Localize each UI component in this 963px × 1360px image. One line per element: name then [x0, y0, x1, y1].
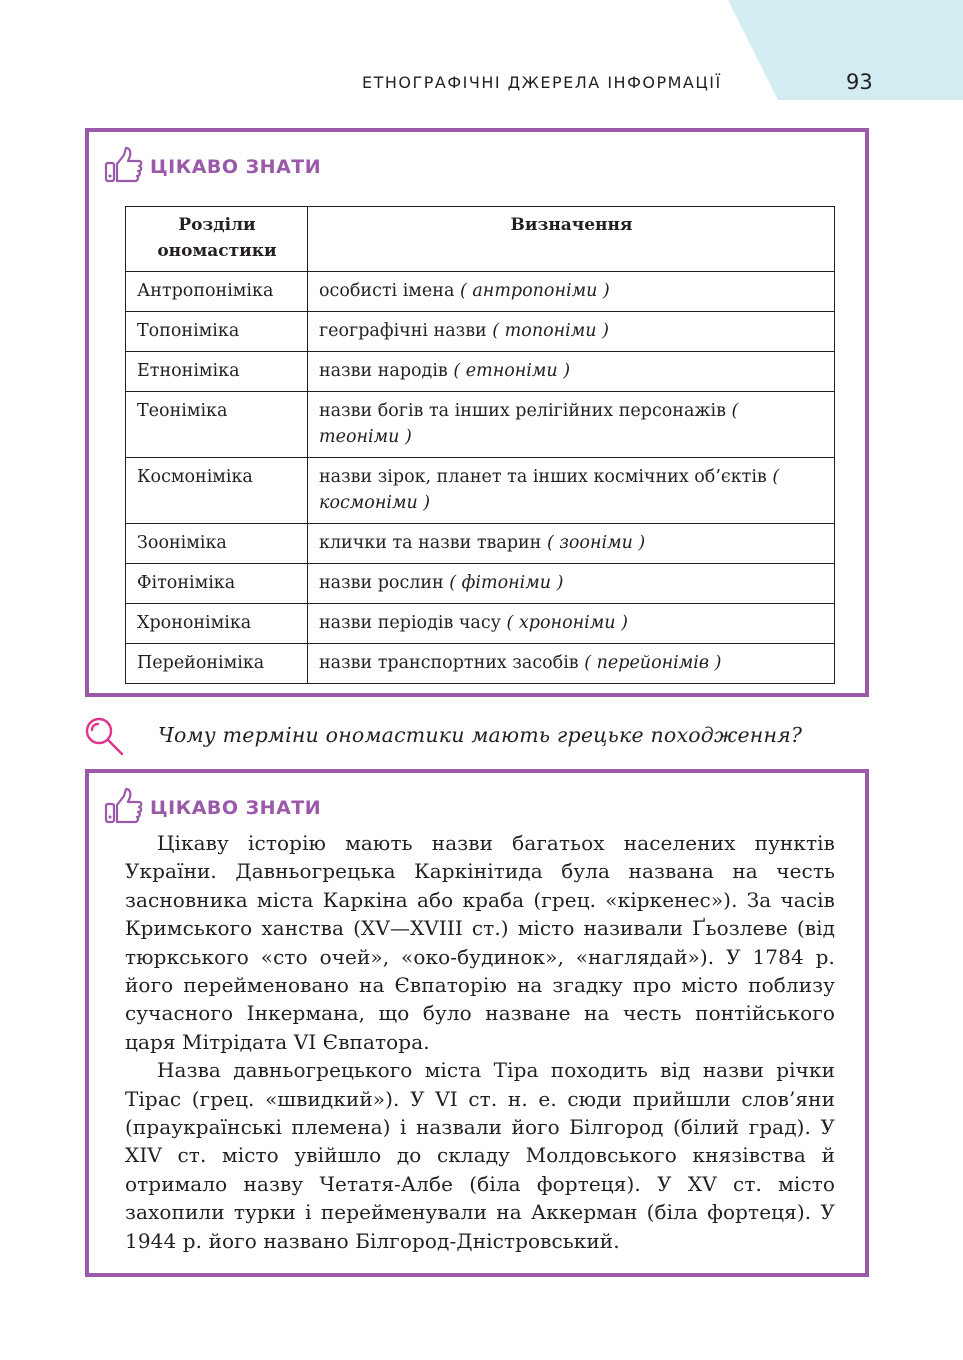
definition-cell [308, 458, 835, 524]
table-row [126, 604, 835, 644]
definition-cell [308, 564, 835, 604]
definition-text: назви зірок, планет та інших космічних об’єктів [319, 467, 767, 487]
section-name-cell: Зоонiміка [126, 524, 308, 564]
question-text: Чому терміни ономастики мають грецьке походження? [158, 723, 803, 747]
section-name-cell: Топоніміка [126, 312, 308, 352]
table-row [126, 272, 835, 312]
section-name-cell: Етноніміка [126, 352, 308, 392]
term-text: ( перейонімів ) [584, 653, 722, 673]
table-row [126, 524, 835, 564]
definition-cell [308, 604, 835, 644]
section-name-cell: Фітоніміка [126, 564, 308, 604]
interesting-facts-box-1 [85, 128, 869, 697]
table-row [126, 458, 835, 524]
thumbs-up-icon [104, 787, 144, 825]
definition-cell [308, 352, 835, 392]
paragraph: Назва давньогрецького міста Тіра походить від назви річки Тірас (грец. «швидкий»). У VI ст. н. е. сюди прийшли слов’яни (праукраїнські племена) і назвали його Білгород (білий град). У XIV ст. місто увійшло до складу Молдовського князівства й отримало назву Четатя-Албе (біла фортеця). У XV ст. місто захопили турки і перейменували на Аккерман (біла фортеця). У 1944 р. його названо Білгород-Дністровський. [125, 1058, 835, 1253]
definition-text: назви рослин [319, 573, 444, 593]
running-title: ЕТНОГРАФІЧНІ ДЖЕРЕЛА ІНФОРМАЦІЇ [362, 73, 722, 92]
interesting-facts-box-2 [85, 769, 869, 1277]
table-body [126, 272, 835, 684]
table-row [126, 644, 835, 684]
paragraph: Цікаву історію мають назви багатьох населених пунктів України. Давньогрецька Каркінітида була названа на честь засновника міста Каркіна або краба (грец. «кіркенес»). За часів Кримського ханства (XV—XVIII ст.) місто називали Ґьозлеве (від тюркського «сто очей», «око-будинок», «наглядай»). У 1784 р. його перейменовано на Євпаторію на згадку про місто поблизу сучасного Інкермана, що було назване на честь понтійського царя Мітрідата VI Євпатора. [125, 831, 835, 1054]
section-name-cell: Космоніміка [126, 458, 308, 524]
term-text: ( етноніми ) [453, 361, 571, 381]
term-text: ( космоніми ) [319, 467, 780, 513]
definition-text: назви народів [319, 361, 448, 381]
definition-cell [308, 272, 835, 312]
column-header-definition: Визначення [308, 207, 835, 272]
term-text: ( теоніми ) [319, 401, 739, 447]
section-name-cell: Перейоніміка [126, 644, 308, 684]
definition-cell [308, 644, 835, 684]
section-name-cell: Антропоніміка [126, 272, 308, 312]
box-title: ЦІКАВО ЗНАТИ [150, 797, 322, 819]
table-header-row [126, 207, 835, 272]
term-text: ( топоніми ) [492, 321, 609, 341]
column-header-sections: Розділи ономастики [126, 207, 308, 272]
term-text: ( антропоніми ) [459, 281, 610, 301]
box-title: ЦІКАВО ЗНАТИ [150, 156, 322, 178]
page-number: 93 [846, 70, 873, 94]
definition-cell [308, 392, 835, 458]
table-row [126, 392, 835, 458]
term-text: ( зооніми ) [546, 533, 646, 553]
question-marker [84, 716, 126, 758]
table-row [126, 352, 835, 392]
section-name-cell: Теоніміка [126, 392, 308, 458]
box-header [104, 146, 321, 184]
onomastics-table [125, 206, 835, 684]
definition-cell [308, 312, 835, 352]
term-text: ( хрононіми ) [506, 613, 628, 633]
definition-text: географічні назви [319, 321, 487, 341]
term-text: ( фітоніми ) [449, 573, 564, 593]
table-row [126, 312, 835, 352]
magnifier-icon [84, 716, 126, 758]
definition-text: клички та назви тварин [319, 533, 542, 553]
definition-cell [308, 524, 835, 564]
thumbs-up-icon [104, 146, 144, 184]
box-header [104, 787, 321, 825]
article-text [125, 829, 835, 1255]
table-row [126, 564, 835, 604]
definition-text: особисті імена [319, 281, 455, 301]
definition-text: назви богів та інших релігійних персонажів [319, 401, 726, 421]
definition-text: назви періодів часу [319, 613, 501, 633]
definition-text: назви транспортних засобів [319, 653, 579, 673]
section-name-cell: Хрононіміка [126, 604, 308, 644]
